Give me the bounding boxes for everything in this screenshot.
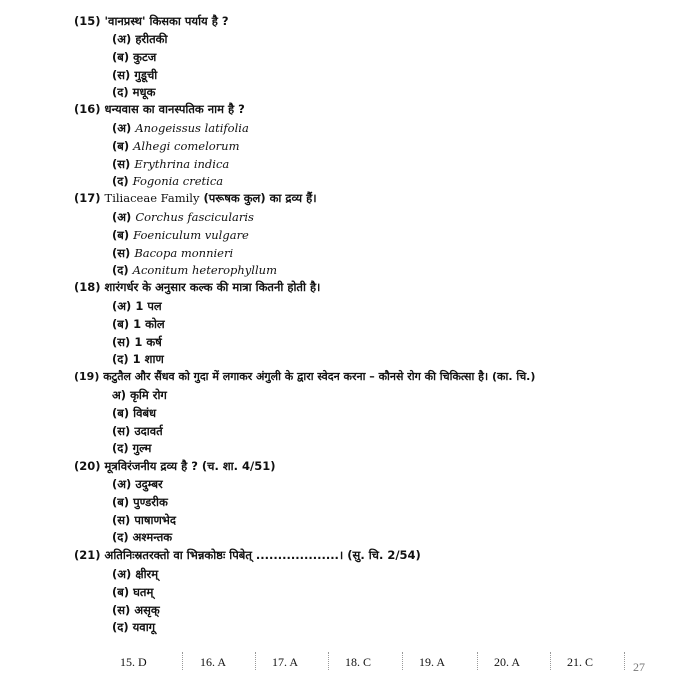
answer-item: 21. C	[567, 655, 594, 669]
question-text-latin: Tiliaceae Family	[104, 191, 200, 205]
option	[112, 620, 155, 635]
divider	[402, 652, 403, 670]
option-text: पुण्डरीक	[133, 495, 168, 509]
option	[112, 246, 233, 261]
option	[112, 441, 151, 456]
option	[112, 406, 156, 421]
question-text: 'वानप्रस्थ' किसका पर्याय है ?	[104, 14, 229, 28]
question-19	[74, 369, 535, 384]
option-text: Fogonia cretica	[132, 174, 224, 188]
option-text: 1 शाण	[132, 352, 164, 366]
option-text: उदावर्त	[134, 424, 163, 438]
answer-item: 15. D	[120, 655, 147, 669]
option	[112, 585, 153, 600]
option	[112, 157, 229, 172]
option	[112, 335, 162, 350]
option-label: (ब)	[112, 495, 130, 509]
answer-item: 19. A	[419, 655, 446, 669]
question-text: (परूषक कुल) का द्रव्य हैं।	[203, 191, 317, 205]
divider	[550, 652, 551, 670]
question-text: शारंगर्धर के अनुसार कल्क की मात्रा कितनी होती है।	[104, 280, 321, 294]
option-label: (स)	[112, 157, 131, 171]
option	[112, 567, 158, 582]
option-label: (स)	[112, 603, 131, 617]
option-label: (द)	[112, 263, 129, 277]
question-text: मूत्रविरंजनीय द्रव्य है ? (च. शा. 4/51)	[104, 459, 276, 473]
question-text: अतिनिःस्रतरक्तो वा भिन्नकोष्ठः पिबेत् ...................। (सु. चि. 2/54)	[104, 548, 421, 562]
option-label: (स)	[112, 424, 131, 438]
option-label: (अ)	[112, 567, 132, 581]
option-text: असृक्	[134, 603, 160, 617]
option-label: (स)	[112, 246, 131, 260]
option-label: (अ)	[112, 299, 132, 313]
option-text: Foeniculum vulgare	[133, 228, 249, 242]
option	[112, 495, 168, 510]
option	[112, 477, 163, 492]
answer-item: 18. C	[345, 655, 372, 669]
option-label: (स)	[112, 335, 131, 349]
option-label: अ)	[112, 388, 127, 402]
option-label: (अ)	[112, 210, 132, 224]
option	[112, 68, 157, 83]
option-text: 1 पल	[135, 299, 162, 313]
divider	[255, 652, 256, 670]
question-21	[74, 548, 421, 563]
option	[112, 85, 155, 100]
page-number: 27	[633, 660, 645, 674]
question-text: कटुतैल और सैंधव को गुदा में लगाकर अंगुली के द्वारा स्वेदन करना – कौनसे रोग की चिकित्सा है। (का. चि.)	[103, 370, 536, 383]
question-number: (18)	[74, 280, 101, 294]
option-text: गुल्म	[132, 441, 152, 455]
option-label: (ब)	[112, 406, 130, 420]
option-text: 1 कोल	[133, 317, 165, 331]
option-label: (अ)	[112, 121, 132, 135]
question-number: (16)	[74, 102, 101, 116]
option	[112, 228, 249, 243]
option-label: (स)	[112, 68, 131, 82]
option	[112, 299, 162, 314]
question-number: (20)	[74, 459, 101, 473]
option-text: क्षीरम्	[135, 567, 159, 581]
option-label: (द)	[112, 441, 129, 455]
option-text: गुडूची	[134, 68, 158, 82]
question-16	[74, 102, 245, 117]
answer-item: 17. A	[272, 655, 299, 669]
option-text: Anogeissus latifolia	[135, 121, 249, 135]
option-label: (स)	[112, 513, 131, 527]
option-label: (अ)	[112, 477, 132, 491]
option-label: (द)	[112, 174, 129, 188]
question-18	[74, 280, 320, 295]
question-number: (17)	[74, 191, 101, 205]
option-label: (द)	[112, 530, 129, 544]
option-text: Aconitum heterophyllum	[132, 263, 277, 277]
option	[112, 317, 165, 332]
question-text: धन्यवास का वानस्पतिक नाम है ?	[104, 102, 245, 116]
question-15	[74, 14, 229, 29]
question-20	[74, 459, 275, 474]
option-text: 1 कर्ष	[134, 335, 162, 349]
answer-item: 16. A	[200, 655, 227, 669]
option-label: (अ)	[112, 32, 132, 46]
option	[112, 513, 176, 528]
option-label: (ब)	[112, 317, 130, 331]
option	[112, 32, 167, 47]
option	[112, 530, 172, 545]
option-text: Erythrina indica	[134, 157, 230, 171]
option	[112, 174, 223, 189]
option	[112, 50, 156, 65]
option	[112, 388, 167, 403]
option-text: हरीतकी	[135, 32, 168, 46]
answer-item: 20. A	[494, 655, 521, 669]
answer-key	[100, 652, 638, 670]
option	[112, 424, 163, 439]
option-text: यवागू	[132, 620, 156, 634]
option-label: (द)	[112, 85, 129, 99]
option-text: कुटज	[133, 50, 157, 64]
option-text: Alhegi comelorum	[133, 139, 240, 153]
option-label: (द)	[112, 352, 129, 366]
option-text: Bacopa monnieri	[134, 246, 234, 260]
divider	[624, 652, 625, 670]
option-text: उदुम्बर	[135, 477, 163, 491]
divider	[182, 652, 183, 670]
option	[112, 263, 277, 278]
option-label: (ब)	[112, 228, 130, 242]
option	[112, 210, 254, 225]
option	[112, 121, 249, 136]
option-text: घतम्	[133, 585, 154, 599]
option-label: (ब)	[112, 50, 130, 64]
option-text: Corchus fascicularis	[135, 210, 254, 224]
option-text: मधूक	[132, 85, 156, 99]
question-number: (19)	[74, 370, 100, 383]
option-text: कृमि रोग	[130, 388, 167, 402]
option	[112, 352, 164, 367]
option-label: (द)	[112, 620, 129, 634]
option-text: अश्मन्तक	[132, 530, 173, 544]
option-label: (ब)	[112, 139, 130, 153]
option-text: पाषाणभेद	[134, 513, 176, 527]
question-number: (15)	[74, 14, 101, 28]
option-text: विबंध	[133, 406, 157, 420]
option	[112, 603, 160, 618]
question-number: (21)	[74, 548, 101, 562]
divider	[477, 652, 478, 670]
option	[112, 139, 239, 154]
divider	[328, 652, 329, 670]
option-label: (ब)	[112, 585, 130, 599]
question-17	[74, 191, 317, 206]
